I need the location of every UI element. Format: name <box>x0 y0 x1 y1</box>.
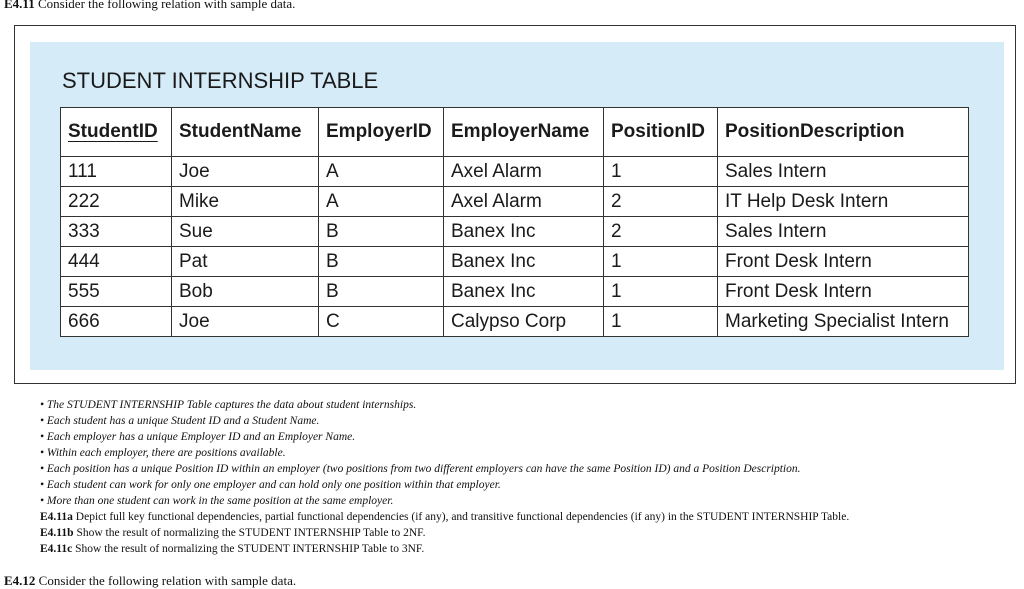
primary-key-label: StudentID <box>68 121 158 142</box>
cell-positiondescription: Front Desk Intern <box>718 247 969 277</box>
cell-employerid: C <box>319 307 444 337</box>
cell-studentid: 555 <box>61 277 172 307</box>
exercise-intro: Consider the following relation with sample data. <box>37 0 296 11</box>
exercise-item-text: Show the result of normalizing the STUDENT INTERNSHIP Table to 2NF. <box>76 527 426 539</box>
cell-studentname: Mike <box>172 187 319 217</box>
exercise-code: E4.11 <box>4 0 35 11</box>
cell-employerid: A <box>319 157 444 187</box>
cell-studentid: 111 <box>61 157 172 187</box>
cell-employerid: A <box>319 187 444 217</box>
exercise-item-text: Depict full key functional dependencies, partial functional dependencies (if any), and transitive functional dependencies (if any) in the STUDENT INTERNSHIP Table. <box>75 511 850 523</box>
cell-positionid: 1 <box>604 277 718 307</box>
table-row <box>61 307 969 337</box>
cell-studentname: Joe <box>172 157 319 187</box>
exercise-item-code: E4.11a <box>40 511 73 523</box>
cell-employername: Axel Alarm <box>444 187 604 217</box>
cell-studentid: 666 <box>61 307 172 337</box>
table-row <box>61 157 969 187</box>
exercise-item <box>40 509 1015 525</box>
cell-studentid: 222 <box>61 187 172 217</box>
bullet-item: • Each student can work for only one employer and can hold only one position within that employer. <box>40 479 501 491</box>
cell-employername: Axel Alarm <box>444 157 604 187</box>
cell-studentname: Sue <box>172 217 319 247</box>
cell-employername: Banex Inc <box>444 277 604 307</box>
cell-employerid: B <box>319 217 444 247</box>
bullet-item: • Each employer has a unique Employer ID and an Employer Name. <box>40 431 356 443</box>
col-header-positiondescription: PositionDescription <box>718 108 969 157</box>
cell-studentname: Pat <box>172 247 319 277</box>
next-exercise-code: E4.12 <box>4 573 36 588</box>
cell-positiondescription: Front Desk Intern <box>718 277 969 307</box>
table-row <box>61 187 969 217</box>
cell-positionid: 1 <box>604 247 718 277</box>
cell-positionid: 2 <box>604 187 718 217</box>
cell-positionid: 2 <box>604 217 718 247</box>
table-header-row <box>61 108 969 157</box>
bullet-item: • Within each employer, there are positions available. <box>40 447 286 459</box>
cell-positiondescription: IT Help Desk Intern <box>718 187 969 217</box>
cell-employerid: B <box>319 277 444 307</box>
exercise-item-code: E4.11b <box>40 527 74 539</box>
col-header-employername: EmployerName <box>444 108 604 157</box>
table-title: STUDENT INTERNSHIP TABLE <box>62 68 379 93</box>
cell-studentname: Joe <box>172 307 319 337</box>
cell-studentname: Bob <box>172 277 319 307</box>
exercise-item-text: Show the result of normalizing the STUDENT INTERNSHIP Table to 3NF. <box>75 543 425 555</box>
cell-positiondescription: Sales Intern <box>718 217 969 247</box>
exercise-item-code: E4.11c <box>40 543 73 555</box>
bullet-item: • The STUDENT INTERNSHIP Table captures the data about student internships. <box>40 399 417 411</box>
bullet-item: • More than one student can work in the same position at the same employer. <box>40 495 394 507</box>
cell-studentid: 444 <box>61 247 172 277</box>
cell-studentid: 333 <box>61 217 172 247</box>
cell-positionid: 1 <box>604 307 718 337</box>
cell-employerid: B <box>319 247 444 277</box>
table-row <box>61 247 969 277</box>
exercise-header <box>4 0 295 12</box>
exercise-item <box>40 525 1015 541</box>
table-row <box>61 217 969 247</box>
exercise-item <box>40 541 1015 557</box>
student-internship-table <box>60 107 969 337</box>
col-header-positionid: PositionID <box>604 108 718 157</box>
cell-positiondescription: Marketing Specialist Intern <box>718 307 969 337</box>
bullet-item: • Each student has a unique Student ID and a Student Name. <box>40 415 320 427</box>
cell-positionid: 1 <box>604 157 718 187</box>
table-row <box>61 277 969 307</box>
bullet-item: • Each position has a unique Position ID within an employer (two positions from two different employers can have the same Position ID) and a Position Description. <box>40 463 801 475</box>
cell-positiondescription: Sales Intern <box>718 157 969 187</box>
cell-employername: Banex Inc <box>444 217 604 247</box>
cell-employername: Banex Inc <box>444 247 604 277</box>
col-header-studentid <box>61 108 172 157</box>
next-exercise-intro: Consider the following relation with sample data. <box>38 573 297 588</box>
notes-block <box>40 397 1015 557</box>
col-header-studentname: StudentName <box>172 108 319 157</box>
col-header-employerid: EmployerID <box>319 108 444 157</box>
cell-employername: Calypso Corp <box>444 307 604 337</box>
